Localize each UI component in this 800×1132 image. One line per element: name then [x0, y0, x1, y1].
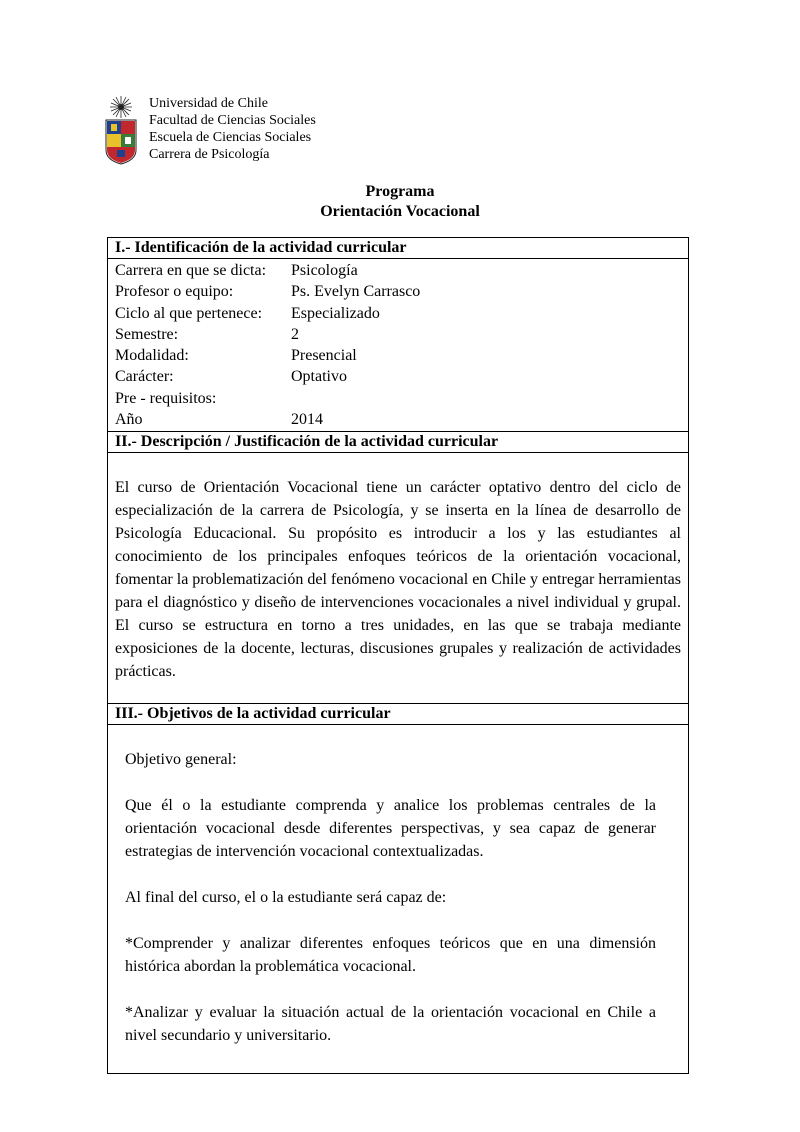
- id-label: Modalidad:: [115, 347, 189, 365]
- id-row: [115, 366, 681, 387]
- faculty-name: Facultad de Ciencias Sociales: [149, 113, 316, 128]
- section-2-heading: II.- Descripción / Justificación de la actividad curricular: [108, 431, 688, 453]
- program-table: [107, 237, 689, 1074]
- id-value: Optativo: [291, 368, 347, 386]
- school-name: Escuela de Ciencias Sociales: [149, 130, 312, 145]
- course-name: Orientación Vocacional: [320, 203, 480, 220]
- id-label: Carrera en que se dicta:: [115, 262, 267, 279]
- id-row: [115, 281, 681, 302]
- university-crest-icon: [103, 94, 139, 166]
- section-1-heading: I.- Identificación de la actividad curricular: [108, 238, 688, 259]
- program-label: Programa: [365, 183, 435, 200]
- id-row: [115, 324, 681, 345]
- id-row: [115, 409, 681, 430]
- objective-general-label: Objetivo general:: [125, 751, 237, 769]
- university-name: Universidad de Chile: [149, 96, 268, 111]
- id-label: Carácter:: [115, 368, 174, 386]
- id-row: [115, 345, 681, 366]
- program-career: Carrera de Psicología: [149, 147, 270, 162]
- description-text: El curso de Orientación Vocacional tiene un carácter optativo dentro del ciclo de especialización de la carrera de Psicología, y se inserta en la línea de desarrollo de Psicología Educacional. Su propósito es introducir a los y las estudiantes al conocimiento de los principales enfoques teóricos de la orientación vocacional, fomentar la problematización del fenómeno vocacional en Chile y entregar herramientas para el diagnóstico y diseño de intervenciones vocacionales a nivel individual y grupal. El curso se estructura en torno a tres unidades, en las que se trabaja mediante exposiciones de la docente, lecturas, discusiones grupales y realización de actividades prácticas.: [115, 479, 681, 681]
- objective-item: *Comprender y analizar diferentes enfoques teóricos que en una dimensión histórica abordan la problemática vocacional.: [125, 935, 656, 976]
- id-value: Presencial: [291, 347, 357, 365]
- objective-general-text: Que él o la estudiante comprenda y analice los problemas centrales de la orientación vocacional desde diferentes perspectivas, y sea capaz de generar estrategias de intervención vocacional contextualizadas.: [125, 797, 656, 861]
- objective-item: *Analizar y evaluar la situación actual de la orientación vocacional en Chile a nivel secundario y universitario.: [125, 1004, 656, 1045]
- id-row: [115, 303, 681, 324]
- id-value: Ps. Evelyn Carrasco: [291, 283, 421, 301]
- id-value: Especializado: [291, 304, 380, 322]
- institution-header: [103, 94, 316, 166]
- identification-table: [108, 259, 688, 431]
- id-value: 2014: [291, 411, 323, 429]
- section-3-heading: III.- Objetivos de la actividad curricular: [108, 703, 688, 725]
- id-label: Semestre:: [115, 325, 179, 343]
- id-value: 2: [291, 325, 299, 343]
- id-label: Ciclo al que pertenece:: [115, 304, 263, 322]
- id-row: [115, 260, 681, 281]
- document-title: [0, 182, 800, 222]
- objectives-body: [108, 725, 688, 1073]
- id-label: Año: [115, 411, 143, 429]
- id-value: Psicología: [291, 262, 358, 279]
- id-label: Pre - requisitos:: [115, 389, 217, 407]
- objective-intro: Al final del curso, el o la estudiante será capaz de:: [125, 889, 447, 907]
- id-row: [115, 388, 681, 409]
- id-label: Profesor o equipo:: [115, 283, 234, 301]
